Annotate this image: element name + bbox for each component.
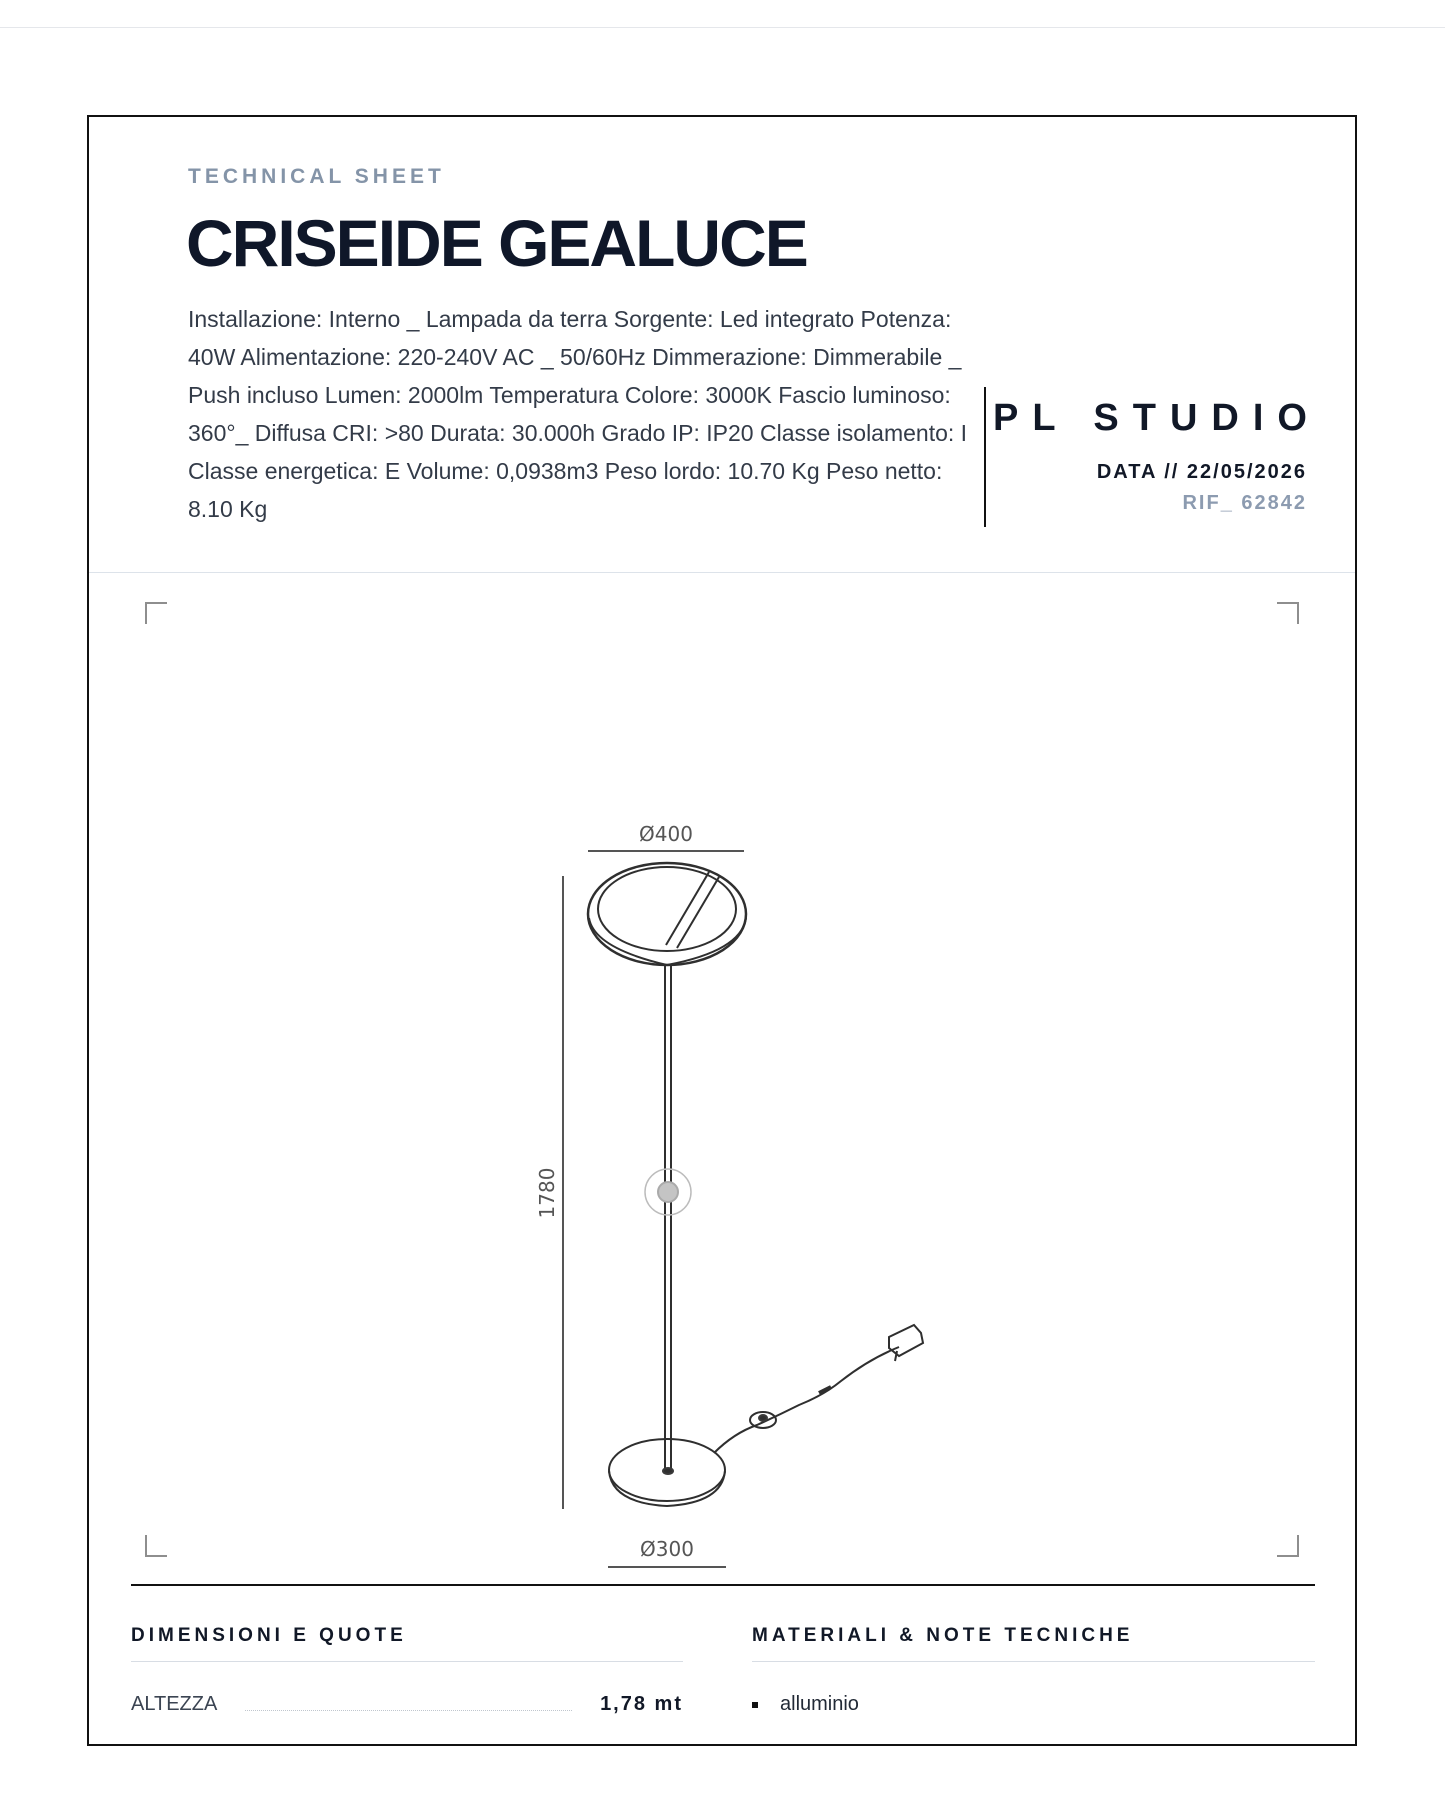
detail-highlight-dot (658, 1182, 678, 1202)
lamp-ring-outer (588, 863, 746, 965)
power-adapter-icon (889, 1325, 923, 1356)
height-label: 1780 (535, 1167, 559, 1219)
inline-switch-button (759, 1415, 767, 1421)
list-item (752, 1693, 1315, 1716)
brand-name: PL STUDIO (993, 397, 1321, 439)
lamp-ring-bar-2 (677, 877, 719, 948)
dimension-row (131, 1693, 683, 1716)
sheet-date: DATA // 22/05/2026 (1096, 461, 1307, 483)
top-divider (0, 27, 1445, 28)
dimension-value: 1,78 mt (600, 1693, 683, 1715)
header-vertical-divider (984, 387, 986, 527)
top-diameter-label: Ø400 (639, 822, 693, 846)
material-label: alluminio (780, 1693, 859, 1715)
materials-section (752, 1625, 1315, 1716)
materials-list (752, 1693, 1315, 1716)
lamp-ring-inner (598, 867, 736, 951)
base-diameter-label: Ø300 (640, 1537, 694, 1561)
sheet-header (89, 117, 1355, 573)
product-title: CRISEIDE GEALUCE (186, 206, 807, 280)
specs-divider (131, 1584, 1315, 1586)
dimension-leader-dots (245, 1698, 572, 1711)
product-description: Installazione: Interno _ Lampada da terra Sorgente: Led integrato Potenza: 40W Alimentazione: 220-240V AC _ 50/60Hz Dimmerazione: Dimmerabile _ Push incluso Lumen: 2000lm Temperatura Colore: 3000K Fascio luminoso: 360°_ Diffusa CRI: >80 Durata: 30.000h Grado IP: IP20 Classe isolamento: I Classe energetica: E Volume: 0,0938m3 Peso lordo: 10.70 Kg Peso netto: 8.10 Kg (188, 306, 968, 522)
bullet-icon (752, 1702, 758, 1708)
technical-drawing (89, 573, 1355, 1573)
cable-connector (819, 1387, 831, 1393)
sheet-kicker: TECHNICAL SHEET (188, 165, 445, 188)
lamp-ring-bar-1 (666, 872, 709, 945)
power-cable (714, 1347, 899, 1453)
dimensions-section (131, 1625, 683, 1716)
lamp-base-stem-foot (663, 1468, 673, 1474)
sheet-reference: RIF_ 62842 (1182, 492, 1307, 514)
technical-sheet (87, 115, 1357, 1746)
floor-lamp-drawing-svg (89, 573, 1355, 1573)
dimensions-heading: DIMENSIONI E QUOTE (131, 1625, 683, 1662)
materials-heading: MATERIALI & NOTE TECNICHE (752, 1625, 1315, 1662)
dimension-label: ALTEZZA (131, 1693, 218, 1715)
